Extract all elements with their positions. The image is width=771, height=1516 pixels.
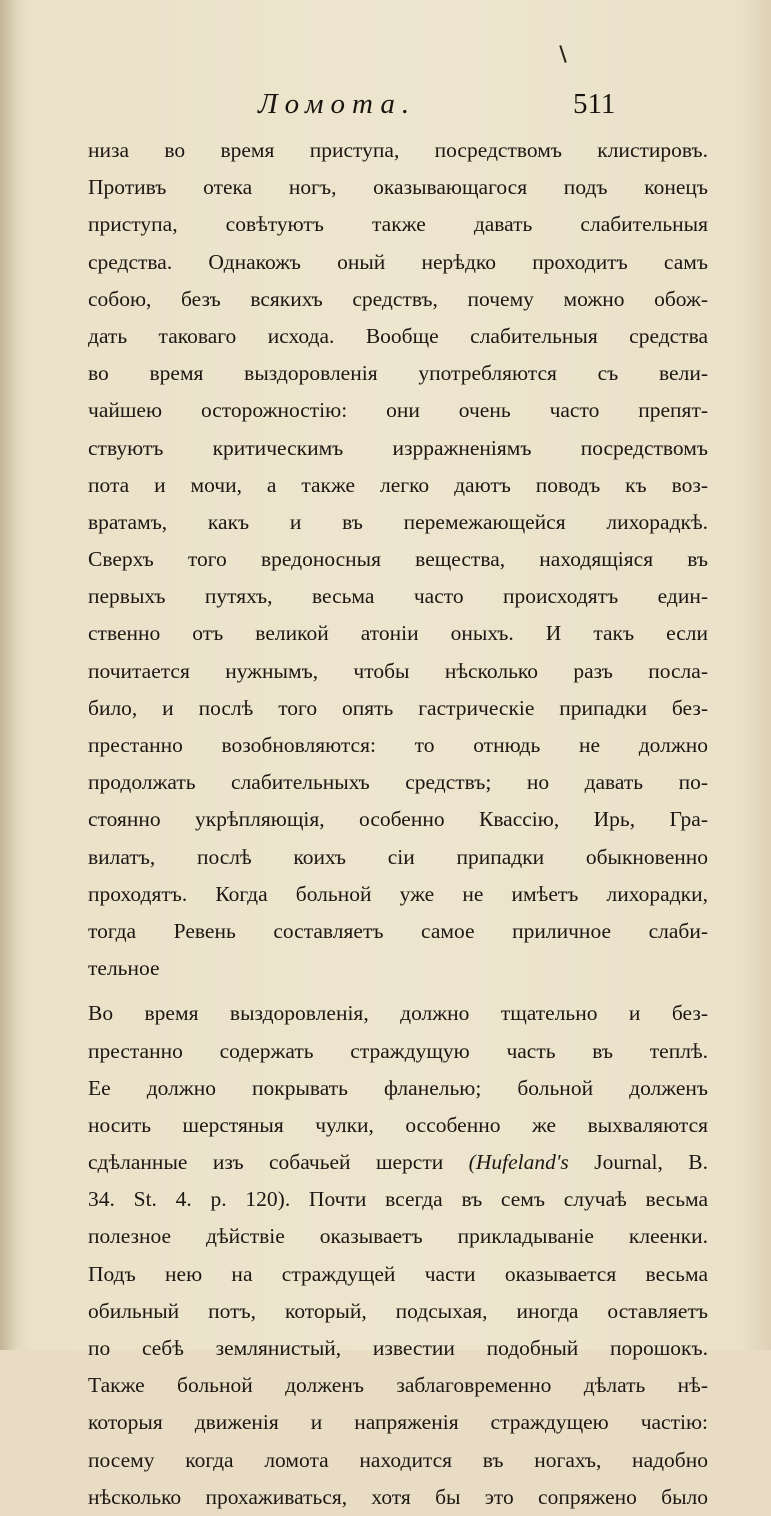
paragraph-1 [88, 132, 708, 987]
text-line: Ее должно покрывать фланелью; больной долженъ [88, 1075, 708, 1100]
text-line: во время выздоровленія употребляются съ вели- [88, 361, 708, 386]
text-line: Противъ отека ногъ, оказывающагося подъ конецъ [88, 175, 708, 200]
text-line: приступа, совѣтуютъ также давать слабительныя [88, 212, 708, 237]
text-line: ствуютъ критическимъ изpражненіямъ посредствомъ [88, 435, 708, 460]
text-line: престанно возобновляются: то отнюдь не должно [88, 733, 708, 757]
text-line: средства. Однакожъ оный нерѣдко проходитъ самъ [88, 249, 708, 274]
text-line: дать таковаго исхода. Вообще слабительныя средства [88, 323, 708, 348]
text-line: которыя движенія и напряженія страждущею частію: [88, 1410, 708, 1435]
text-line: продолжать слабительныхъ средствъ; но давать по- [88, 770, 708, 795]
citation-author: (Hufeland's [468, 1150, 569, 1175]
text-line: вратамъ, какъ и въ перемежающейся лихорадкѣ. [88, 509, 708, 534]
text-line: ственно отъ великой атоніи оныхъ. И такъ если [88, 621, 708, 646]
text-line: чайшею осторожностію: они очень часто препят- [88, 398, 708, 423]
text-line: тельное [88, 956, 160, 981]
text-line: Также больной долженъ заблаговременно дѣлать нѣ- [88, 1373, 708, 1398]
text-line-with-citation [88, 1144, 708, 1181]
text-line: первыхъ путяхъ, весьма часто происходятъ един- [88, 584, 708, 609]
body-text [88, 132, 708, 1516]
text-line: обильный потъ, который, подсыхая, иногда оставляетъ [88, 1298, 708, 1323]
text-line: проходятъ. Когда больной уже не имѣетъ лихорадки, [88, 881, 708, 906]
text-line: Во время выздоровленія, должно тщательно и без- [88, 1001, 708, 1026]
citation-source: Journal, B. [568, 1150, 708, 1175]
text-line: престанно содержать страждущую часть въ теплѣ. [88, 1038, 708, 1063]
text-line: посему когда ломота находится въ ногахъ, надобно [88, 1447, 708, 1472]
paragraph-2 [88, 995, 708, 1516]
text-line: низа во время приступа, посредствомъ клистировъ. [88, 138, 708, 162]
page-header [0, 88, 771, 124]
text-line: стоянно укрѣпляющія, особенно Квассію, Ирь, Гра- [88, 807, 708, 832]
text-line: Подъ нею на страждущей части оказывается весьма [88, 1261, 708, 1286]
text-line: било, и послѣ того опять гастрическіе припадки без- [88, 695, 708, 720]
running-title: Ломота. [258, 88, 417, 120]
text-line: вилатъ, послѣ коихъ сіи припадки обыкновенно [88, 844, 708, 869]
text-line: собою, безъ всякихъ средствъ, почему можно обож- [88, 286, 708, 311]
ink-mark [559, 45, 566, 63]
text-line: почитается нужнымъ, чтобы нѣсколько разъ посла- [88, 658, 708, 683]
text-line: тогда Ревень составляетъ самое приличное слаби- [88, 918, 708, 943]
text-line: полезное дѣйствіе оказываетъ прикладываніе клеенки. [88, 1224, 708, 1249]
text-line: Сверхъ того вредоносныя вещества, находящіяся въ [88, 547, 708, 572]
text-line: нѣсколько прохаживаться, хотя бы это сопряжено было [88, 1484, 708, 1509]
text-line: пота и мочи, а также легко даютъ поводъ къ воз- [88, 472, 708, 497]
text-run: сдѣланные изъ собачьей шерсти [88, 1150, 444, 1175]
text-line: носить шерстяныя чулки, оссобенно же выхваляются [88, 1112, 708, 1137]
page-number: 511 [573, 88, 616, 120]
text-line: 34. St. 4. p. 120). Почти всегда въ семъ случаѣ весьма [88, 1187, 708, 1212]
text-line: по себѣ землянистый, известии подобный порошокъ. [88, 1336, 708, 1360]
